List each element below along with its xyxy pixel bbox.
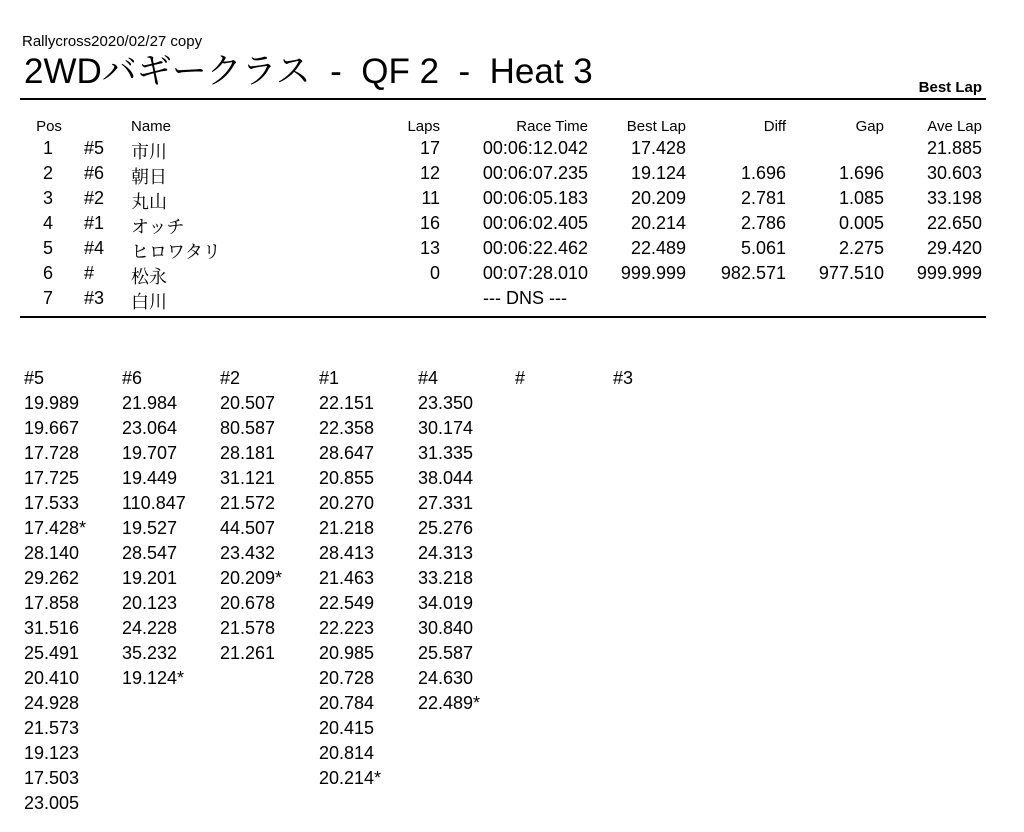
result-pos: 2 xyxy=(42,163,53,183)
result-car-number: #3 xyxy=(84,288,105,308)
lap-time: 33.218 xyxy=(418,568,474,588)
lap-times-section xyxy=(0,366,1024,816)
result-best-lap: 999.999 xyxy=(620,263,686,283)
lap-time: 19.707 xyxy=(122,443,178,463)
lap-time: 17.503 xyxy=(24,768,80,788)
lap-time: 21.218 xyxy=(319,518,375,538)
lap-column xyxy=(515,366,611,391)
result-car-number: #5 xyxy=(84,138,105,158)
result-race-time: 00:07:28.010 xyxy=(482,263,588,283)
result-car-number: #6 xyxy=(84,163,105,183)
result-car-number: #1 xyxy=(84,213,105,233)
result-pos: 5 xyxy=(42,238,53,258)
lap-time: 30.840 xyxy=(418,618,474,638)
lap-time: 19.201 xyxy=(122,568,178,588)
result-race-time: 00:06:07.235 xyxy=(482,163,588,183)
best-lap-tag: Best Lap xyxy=(918,79,982,96)
lap-time: 80.587 xyxy=(220,418,276,438)
lap-column xyxy=(613,366,709,391)
col-pos-header: Pos xyxy=(36,118,62,135)
result-laps: 12 xyxy=(419,163,440,183)
lap-column xyxy=(418,366,514,716)
lap-time: 24.313 xyxy=(418,543,474,563)
result-ave-lap: 21.885 xyxy=(926,138,982,158)
lap-time: 19.123 xyxy=(24,743,80,763)
lap-time: 17.533 xyxy=(24,493,80,513)
lap-column xyxy=(122,366,218,691)
result-driver-name: ヒロワタリ xyxy=(131,242,221,262)
result-driver-name: 白川 xyxy=(131,292,167,312)
col-ave-lap-header: Ave Lap xyxy=(927,118,982,135)
col-gap-header: Gap xyxy=(855,118,884,135)
lap-time: 19.527 xyxy=(122,518,178,538)
lap-time: 110.847 xyxy=(122,493,186,513)
lap-time: 24.630 xyxy=(418,668,474,688)
result-laps: 11 xyxy=(421,188,440,208)
col-race-time-header: Race Time xyxy=(516,118,588,135)
lap-time: 17.428* xyxy=(24,518,87,538)
lap-time: 20.209* xyxy=(220,568,283,588)
result-race-time: 00:06:02.405 xyxy=(482,213,588,233)
result-driver-name: 松永 xyxy=(131,267,167,287)
result-diff: 2.781 xyxy=(740,188,786,208)
lap-time: 28.413 xyxy=(319,543,375,563)
col-laps-header: Laps xyxy=(407,118,440,135)
lap-time: 31.121 xyxy=(220,468,276,488)
lap-time: 19.449 xyxy=(122,468,178,488)
lap-time: 19.989 xyxy=(24,393,80,413)
lap-time: 20.678 xyxy=(220,593,276,613)
lap-column-header: #2 xyxy=(220,368,241,388)
result-car-number: # xyxy=(84,263,95,283)
lap-time: 23.064 xyxy=(122,418,178,438)
result-pos: 3 xyxy=(42,188,53,208)
lap-time: 27.331 xyxy=(418,493,474,513)
lap-time: 25.491 xyxy=(24,643,80,663)
result-laps: 17 xyxy=(419,138,440,158)
result-row xyxy=(0,213,1024,238)
lap-time: 17.728 xyxy=(24,443,80,463)
lap-time: 20.507 xyxy=(220,393,276,413)
lap-time: 21.261 xyxy=(220,643,276,663)
lap-time: 25.276 xyxy=(418,518,474,538)
lap-time: 25.587 xyxy=(418,643,474,663)
result-ave-lap: 22.650 xyxy=(926,213,982,233)
col-name-header: Name xyxy=(131,118,172,135)
result-gap: 1.085 xyxy=(838,188,884,208)
lap-time: 19.124* xyxy=(122,668,185,688)
lap-time: 28.181 xyxy=(220,443,276,463)
lap-time: 35.232 xyxy=(122,643,178,663)
lap-time: 20.214* xyxy=(319,768,382,788)
lap-column-header: # xyxy=(515,368,526,388)
result-best-lap: 20.214 xyxy=(630,213,686,233)
result-gap: 2.275 xyxy=(838,238,884,258)
result-ave-lap: 999.999 xyxy=(916,263,982,283)
result-diff: 982.571 xyxy=(720,263,786,283)
result-gap: 0.005 xyxy=(838,213,884,233)
lap-column-header: #5 xyxy=(24,368,45,388)
lap-time: 20.985 xyxy=(319,643,375,663)
result-row xyxy=(0,138,1024,163)
lap-time: 28.647 xyxy=(319,443,375,463)
result-race-time: 00:06:22.462 xyxy=(482,238,588,258)
lap-column-header: #1 xyxy=(319,368,340,388)
col-diff-header: Diff xyxy=(763,118,786,135)
result-best-lap: 22.489 xyxy=(630,238,686,258)
lap-time: 21.573 xyxy=(24,718,80,738)
lap-time: 20.814 xyxy=(319,743,375,763)
result-row xyxy=(0,163,1024,188)
lap-time: 21.578 xyxy=(220,618,276,638)
lap-time: 23.432 xyxy=(220,543,276,563)
result-driver-name: 市川 xyxy=(131,142,167,162)
lap-time: 31.516 xyxy=(24,618,80,638)
lap-time: 20.784 xyxy=(319,693,375,713)
lap-time: 22.358 xyxy=(319,418,375,438)
result-gap: 977.510 xyxy=(818,263,884,283)
lap-time: 28.140 xyxy=(24,543,80,563)
result-diff: 5.061 xyxy=(740,238,786,258)
result-driver-name: 丸山 xyxy=(131,192,167,212)
top-divider xyxy=(20,98,986,100)
lap-time: 38.044 xyxy=(418,468,474,488)
lap-time: 28.547 xyxy=(122,543,178,563)
lap-column-header: #6 xyxy=(122,368,143,388)
lap-time: 20.855 xyxy=(319,468,375,488)
result-driver-name: オッチ xyxy=(131,217,185,237)
lap-time: 17.858 xyxy=(24,593,80,613)
lap-time: 20.123 xyxy=(122,593,178,613)
lap-time: 22.489* xyxy=(418,693,481,713)
result-race-time: 00:06:12.042 xyxy=(482,138,588,158)
result-row xyxy=(0,188,1024,213)
result-pos: 1 xyxy=(42,138,53,158)
lap-time: 20.728 xyxy=(319,668,375,688)
lap-time: 21.572 xyxy=(220,493,276,513)
dns-status: --- DNS --- xyxy=(483,288,567,308)
result-best-lap: 20.209 xyxy=(630,188,686,208)
result-row xyxy=(0,238,1024,263)
report-subtitle: Rallycross2020/02/27 copy xyxy=(22,33,203,50)
lap-time: 23.005 xyxy=(24,793,80,813)
result-laps: 0 xyxy=(429,263,440,283)
result-row-dns xyxy=(0,288,1024,313)
lap-time: 44.507 xyxy=(220,518,276,538)
result-driver-name: 朝日 xyxy=(131,167,167,187)
lap-time: 29.262 xyxy=(24,568,80,588)
result-laps: 16 xyxy=(419,213,440,233)
lap-column xyxy=(220,366,316,666)
result-best-lap: 17.428 xyxy=(630,138,686,158)
result-car-number: #2 xyxy=(84,188,105,208)
result-pos: 6 xyxy=(42,263,53,283)
lap-time: 20.270 xyxy=(319,493,375,513)
lap-time: 21.463 xyxy=(319,568,375,588)
result-race-time: 00:06:05.183 xyxy=(482,188,588,208)
result-ave-lap: 29.420 xyxy=(926,238,982,258)
page-title: 2WDバギークラス - QF 2 - Heat 3 xyxy=(24,52,593,91)
lap-column xyxy=(319,366,415,791)
lap-time: 20.415 xyxy=(319,718,375,738)
lap-time: 22.223 xyxy=(319,618,375,638)
lap-time: 24.228 xyxy=(122,618,178,638)
lap-time: 34.019 xyxy=(418,593,474,613)
lap-time: 23.350 xyxy=(418,393,474,413)
lap-time: 24.928 xyxy=(24,693,80,713)
bottom-divider xyxy=(20,316,986,318)
lap-time: 21.984 xyxy=(122,393,178,413)
result-laps: 13 xyxy=(419,238,440,258)
lap-column-header: #4 xyxy=(418,368,439,388)
lap-time: 17.725 xyxy=(24,468,80,488)
result-ave-lap: 33.198 xyxy=(926,188,982,208)
result-best-lap: 19.124 xyxy=(630,163,686,183)
lap-column xyxy=(24,366,120,816)
col-best-lap-header: Best Lap xyxy=(626,118,686,135)
lap-time: 30.174 xyxy=(418,418,474,438)
lap-column-header: #3 xyxy=(613,368,634,388)
result-pos: 4 xyxy=(42,213,53,233)
result-pos: 7 xyxy=(42,288,53,308)
lap-time: 19.667 xyxy=(24,418,80,438)
lap-time: 20.410 xyxy=(24,668,80,688)
lap-time: 22.549 xyxy=(319,593,375,613)
lap-time: 22.151 xyxy=(319,393,375,413)
result-ave-lap: 30.603 xyxy=(926,163,982,183)
result-gap: 1.696 xyxy=(838,163,884,183)
result-diff: 2.786 xyxy=(740,213,786,233)
result-row xyxy=(0,263,1024,288)
result-diff: 1.696 xyxy=(740,163,786,183)
lap-time: 31.335 xyxy=(418,443,474,463)
result-car-number: #4 xyxy=(84,238,105,258)
